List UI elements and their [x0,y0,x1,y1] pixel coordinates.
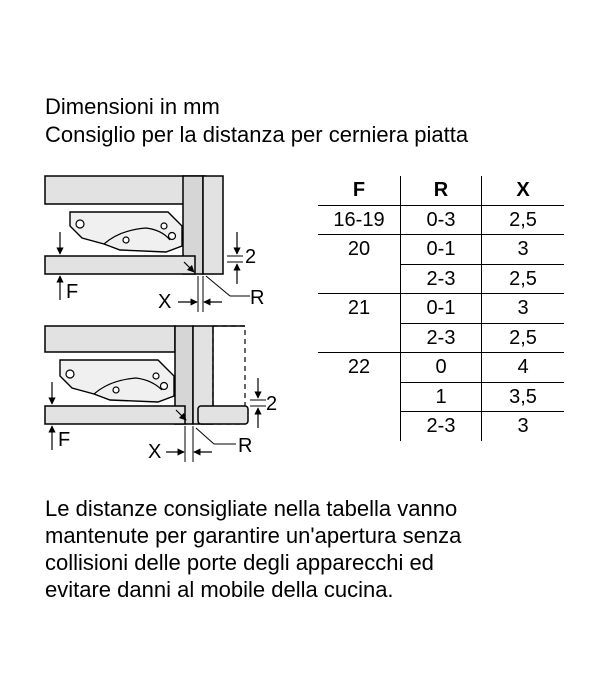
table-cell-f: 20 [318,235,401,294]
table-cell-r: 0-1 [401,235,482,265]
upper-label-r: R [250,287,265,309]
table-cell-f: 21 [318,294,401,353]
upper-hinge-screw [161,223,167,229]
upper-top-panel [45,176,205,204]
heading-subtitle: Consiglio per la distanza per cerniera piatta [45,122,469,147]
table-cell-x: 2,5 [482,264,565,294]
table-row [318,205,564,235]
footer-line: collisioni delle porte degli apparecchi ed [45,550,434,575]
table-cell-x: 3 [482,412,565,441]
lower-label-r: R [238,435,253,457]
table-cell-x: 3 [482,294,565,324]
table-row [318,294,564,324]
lower-label-gap: 2 [266,393,278,415]
table-row [318,235,564,265]
footer-line: mantenute per garantire un'apertura senza [45,523,462,548]
upper-label-f: F [66,281,79,303]
upper-label-x: X [158,291,172,313]
upper-carcass-panel [203,176,223,274]
table-cell-f: 16-19 [318,205,401,235]
distance-table [318,176,564,441]
table-header-x: X [482,176,565,205]
lower-label-x: X [148,441,162,463]
table-cell-r: 2-3 [401,323,482,353]
table-header-r: R [401,176,482,205]
table-header-f: F [318,176,401,205]
table-cell-f: 22 [318,353,401,441]
upper-hinge-screw [169,233,176,240]
table-header-row [318,176,564,205]
lower-adjacent-panel [198,406,248,424]
upper-bottom-panel [45,256,195,274]
lower-bottom-panel [45,406,185,424]
upper-hinge-pivot [76,220,84,228]
table-cell-r: 2-3 [401,264,482,294]
lower-hinge-diagram [45,326,277,463]
table-cell-r: 2-3 [401,412,482,441]
table-cell-x: 4 [482,353,565,383]
lower-hinge-screw [153,373,159,379]
table-cell-x: 2,5 [482,205,565,235]
table-cell-r: 0-1 [401,294,482,324]
table-cell-r: 0-3 [401,205,482,235]
upper-hinge-screw [123,237,129,243]
lower-hinge-screw [161,383,168,390]
lower-hinge-pivot [66,370,74,378]
table-cell-x: 3,5 [482,382,565,412]
table-cell-x: 2,5 [482,323,565,353]
lower-top-panel [45,326,175,352]
footer-line: evitare danni al mobile della cucina. [45,577,394,602]
table-cell-r: 0 [401,353,482,383]
footer-note [45,495,461,603]
table-cell-x: 3 [482,235,565,265]
upper-label-gap: 2 [245,246,257,268]
upper-hinge-diagram [45,176,264,313]
table-row [318,353,564,383]
table-cell-r: 1 [401,382,482,412]
footer-line: Le distanze consigliate nella tabella vanno [45,496,458,521]
hinge-diagram [0,0,310,470]
heading-title: Dimensioni in mm [45,94,220,119]
lower-label-f: F [58,429,71,451]
lower-hinge-screw [113,387,119,393]
